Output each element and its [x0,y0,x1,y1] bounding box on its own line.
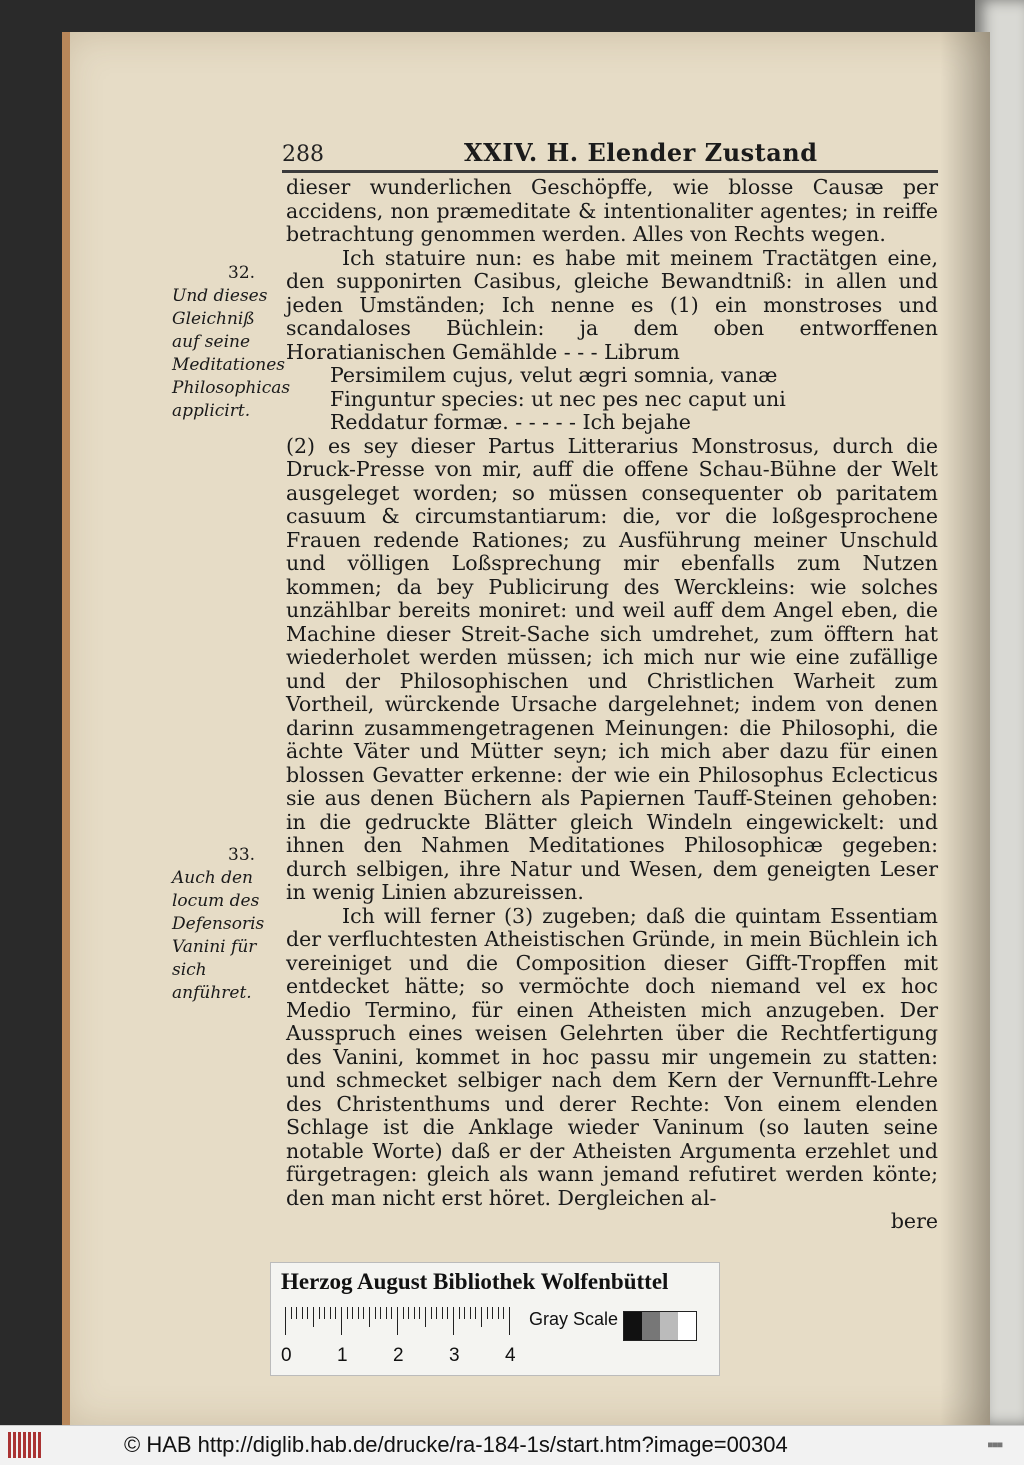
swatch-black [624,1312,642,1340]
body-text [286,176,938,1234]
ruler-tick [414,1307,415,1319]
scale-number: 4 [505,1345,516,1366]
ruler-tick [492,1307,493,1319]
ruler-tick [459,1307,460,1319]
scale-number: 3 [449,1345,460,1366]
ruler-tick [391,1307,392,1319]
ruler-tick [498,1307,499,1319]
footer-mark-icon: ■■■ [988,1440,1003,1449]
margin-note-text: Und dieses Gleichniß auf seine Meditationes Philosophicas applicirt. [172,286,291,421]
running-head: XXIV. H. Elender Zustand [464,138,818,167]
ruler-tick [470,1307,471,1319]
ruler-tick [419,1307,420,1319]
verse-line: Finguntur species: ut nec pes nec caput uni [330,386,786,411]
scale-number: 1 [337,1345,348,1366]
ruler-tick [341,1307,342,1335]
ruler-tick [375,1307,376,1319]
ruler-tick [436,1307,437,1319]
ruler-tick [307,1307,308,1319]
ruler-tick [324,1307,325,1319]
ruler-tick [363,1307,364,1319]
catchword: bere [890,1209,938,1233]
ruler-tick [347,1307,348,1319]
swatch-light-gray [660,1312,678,1340]
ruler-tick [386,1307,387,1319]
margin-note-number: 33. [228,845,256,865]
ruler-tick [330,1307,331,1319]
gutter-shadow [940,32,990,1427]
ruler-tick [425,1307,426,1327]
ruler-tick [403,1307,404,1319]
ruler-tick [291,1307,292,1319]
ruler-tick [431,1307,432,1319]
scale-ruler [285,1307,525,1335]
footer-citation-link[interactable]: © HAB http://diglib.hab.de/drucke/ra-184-1s/start.htm?image=00304 [124,1432,788,1457]
paragraph: dieser wunderlichen Geschöpffe, wie blosse Causæ per accidens, non præmeditate & intentionaliter agentes; in reiffe betrachtung genommen werden. Alles von Rechts wegen. [286,175,938,246]
footer-bar [0,1425,1024,1465]
page-edge [62,32,70,1427]
ruler-tick [442,1307,443,1319]
margin-note-32 [172,262,291,423]
paragraph: Ich will ferner (3) zugeben; daß die quintam Essentiam der verfluchtesten Atheistischen Gründe, in mein Büchlein ich vereiniget und die Composition dieser Gifft-Tropffen mit entdecket hätte; so vermöchte doch niemand vel ex hoc Medio Termino, für einen Atheisten mich anzugeben. Der Ausspruch eines weisen Gelehrten über die Rechtfertigung des Vanini, kommet in hoc passu mir ungemein zu statten: und schmecket selbiger nach dem Kern der Vernunfft-Lehre des Christenthums und derer Rechte: Von einem elenden Schlage ist die Anklage wieder Vaninum (so lauten seine notable Worte) daß er der Atheisten Argumenta erzehlet und fürgetragen: gleich als wann jemand refutiret werden könte; den man nicht erst höret. Dergleichen al- [286,903,938,1210]
ruler-tick [296,1307,297,1319]
ruler-tick [358,1307,359,1319]
ruler-tick [475,1307,476,1319]
scale-number: 0 [281,1345,292,1366]
ruler-tick [408,1307,409,1319]
ruler-tick [453,1307,454,1335]
page-number: 288 [282,142,324,167]
scale-number: 2 [393,1345,404,1366]
verse-line: Reddatur formæ. - - - - - Ich bejahe [330,410,691,434]
ruler-tick [503,1307,504,1319]
ruler-tick [447,1307,448,1319]
swatch-white [678,1312,696,1340]
ruler-tick [302,1307,303,1319]
margin-note-text: Auch den locum des Defensoris Vanini für sich anführet. [172,868,265,1003]
verse-line: Persimilem cujus, velut ægri somnia, vanæ [330,363,778,387]
ruler-tick [285,1307,286,1335]
color-calibration-bar [270,1262,720,1376]
ruler-tick [319,1307,320,1319]
gray-swatches [623,1311,697,1341]
header-rule [282,170,938,173]
gray-scale-label: Gray Scale [529,1309,619,1329]
page-header [282,136,942,170]
margin-note-number: 32. [228,263,256,283]
ruler-tick [397,1307,398,1335]
ruler-tick [380,1307,381,1319]
swatch-dark-gray [642,1312,660,1340]
hab-logo-icon [8,1432,42,1458]
ruler-tick [464,1307,465,1319]
paragraph: (2) es sey dieser Partus Litterarius Monstrosus, durch die Druck-Presse von mir, auff die offene Schau-Bühne der Welt ausgeleget worden; so müssen consequenter ob paritatem casuum & circumstantiarum: die, vor die loßgesprochene Frauen redende Rationes; zu Ausführung meiner Unschuld und völligen Loßsprechung mir ebenfalls zum Nutzen kommen; da bey Publicirung des Werckleins: wie solches unzählbar bereits moniret: und weil auff dem Angel eben, die Machine dieser Streit-Sache sich umdrehet, zum öfftern hat wiederholet werden müssen; ich mich nur wie eine zufällige und der Philosophischen und Christlichen Warheit zum Vortheil, würckende Ursache dargelehnet; indem von denen darinn zusammengetragenen Meinungen: die Philosophi, die ächte Väter und Mütter seyn; ich mich aber dazu für einen blossen Gevatter erkenne: der wie ein Philosophus Eclecticus sie aus denen Büchern als Papiernen Tauff-Steinen gehoben: in die gedruckte Blätter gleich Windeln eingewickelt: und ihnen den Nahmen Meditationes Philosophicæ gegeben: durch selbigen, ihre Natur und Wesen, dem geneigten Leser in wenig Linien abzureissen. [286,433,938,904]
ruler-tick [487,1307,488,1319]
ruler-tick [509,1307,510,1335]
margin-note-33 [172,844,284,1005]
paragraph: Ich statuire nun: es habe mit meinem Tractätgen eine, den supponirten Casibus, gleiche Bewandtniß: in allen und jeden Umständen; Ich nenne es (1) ein monstroses und scandaloses Büchlein: ja dem oben entworffenen Horatianischen Gemählde - - - Librum [286,245,938,364]
ruler-tick [481,1307,482,1327]
colorbar-title: Herzog August Bibliothek Wolfenbüttel [281,1269,669,1294]
ruler-tick [352,1307,353,1319]
ruler-tick [369,1307,370,1327]
ruler-tick [335,1307,336,1319]
ruler-tick [313,1307,314,1327]
